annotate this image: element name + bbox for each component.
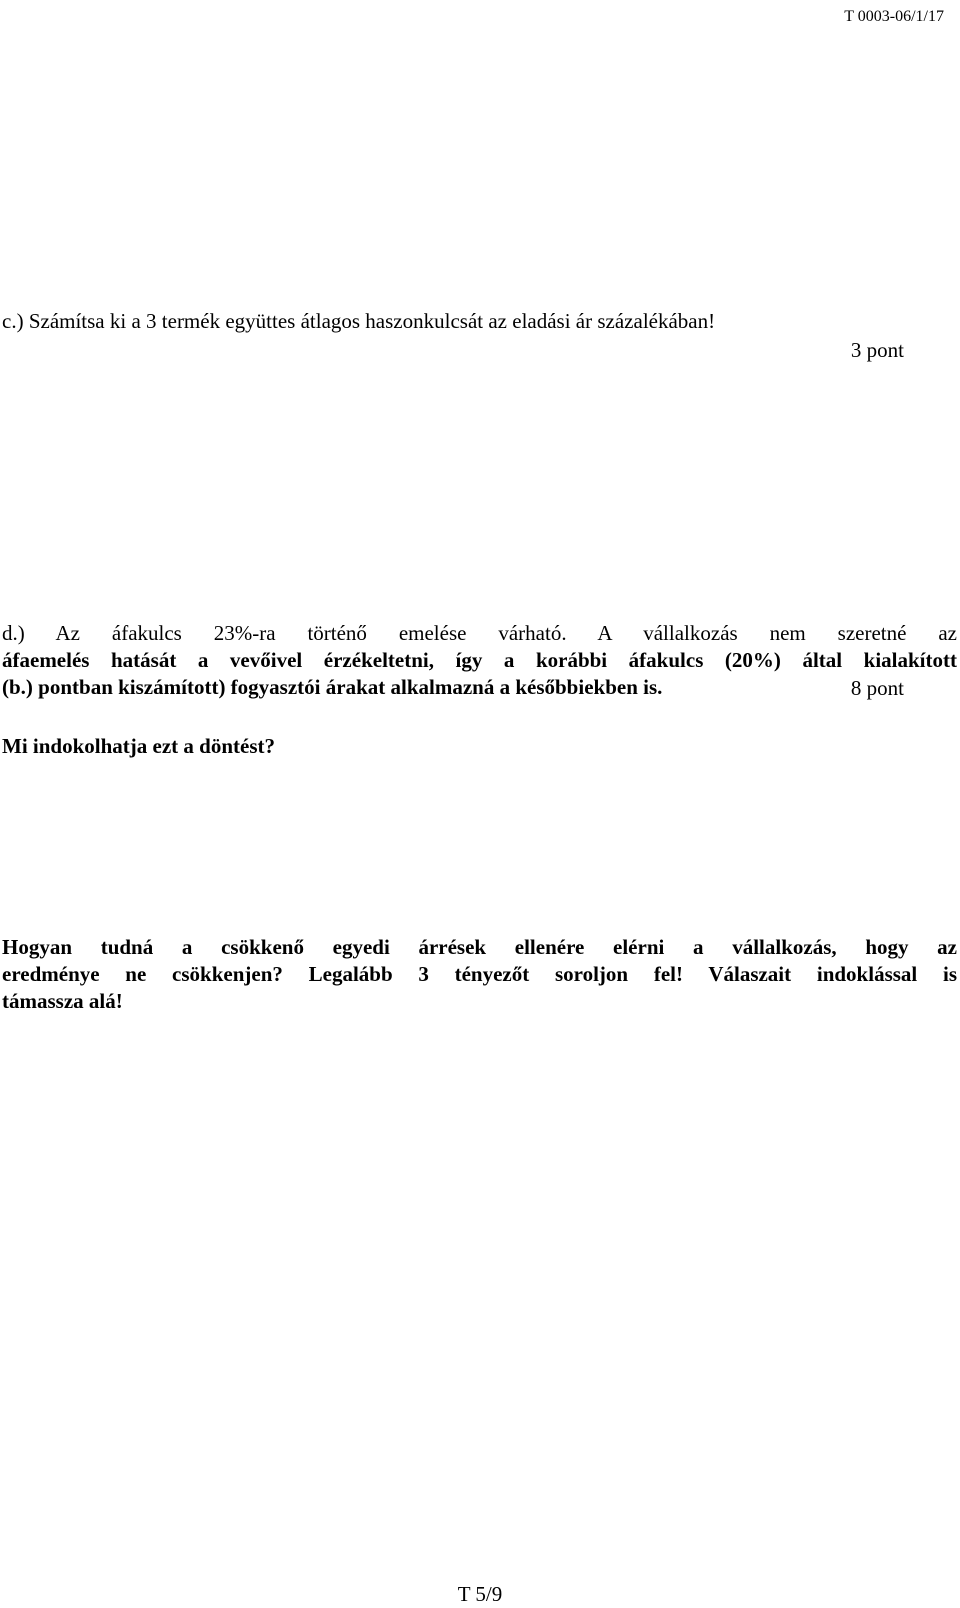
task-d-line-3: (b.) pontban kiszámított) fogyasztói árakat alkalmazná a későbbiekben is. xyxy=(2,675,663,699)
task-c-points: 3 pont xyxy=(850,338,904,362)
task-e-line-2: eredménye ne csökkenjen? Legalább 3 tényezőt soroljon fel! Válaszait indoklással is xyxy=(2,962,957,986)
task-e-line-3: támassza alá! xyxy=(2,989,123,1013)
task-d-line-2: áfaemelés hatását a vevőivel érzékeltetni, így a korábbi áfakulcs (20%) által kialakított xyxy=(2,648,957,672)
task-d-points: 8 pont xyxy=(850,676,904,700)
task-d-line-1: d.) Az áfakulcs 23%-ra történő emelése várható. A vállalkozás nem szeretné az xyxy=(2,621,957,645)
task-e-paragraph xyxy=(2,934,957,1015)
task-d-paragraph xyxy=(2,620,957,701)
document-code: T 0003-06/1/17 xyxy=(844,8,944,25)
task-d-question: Mi indokolhatja ezt a döntést? xyxy=(2,734,275,758)
task-e-line-1: Hogyan tudná a csökkenő egyedi árrések ellenére elérni a vállalkozás, hogy az xyxy=(2,935,957,959)
task-c-text: c.) Számítsa ki a 3 termék együttes átlagos haszonkulcsát az eladási ár százalékában! xyxy=(2,309,716,333)
page-number: T 5/9 xyxy=(457,1582,503,1606)
